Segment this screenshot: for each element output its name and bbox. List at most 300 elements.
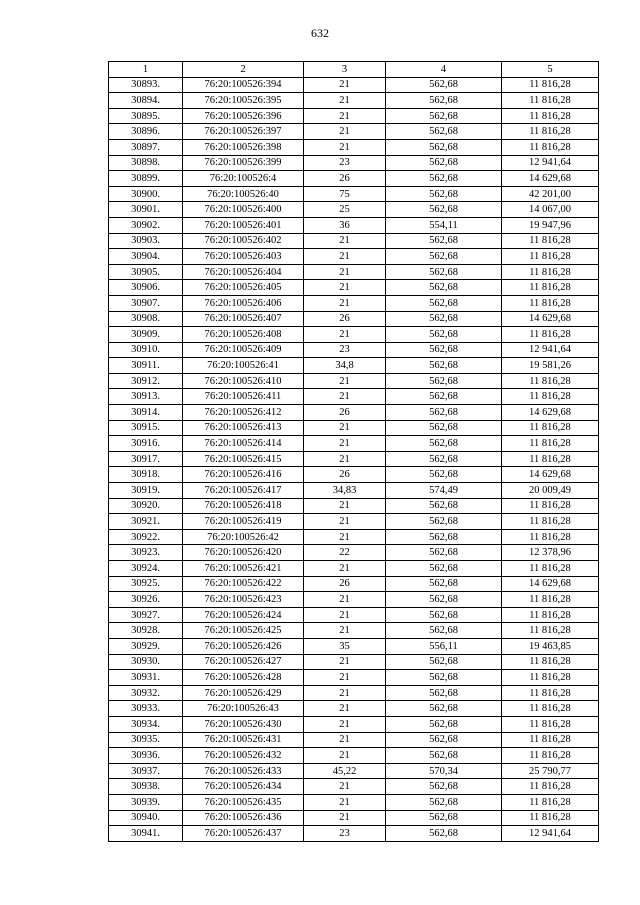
row-number-cell: 30908.	[109, 311, 183, 327]
amount-cell: 14 629,68	[502, 467, 599, 483]
area-cell: 21	[304, 779, 386, 795]
table-row	[109, 405, 599, 421]
rate-cell: 562,68	[386, 342, 502, 358]
cadastral-number-cell: 76:20:100526:408	[183, 327, 304, 343]
amount-cell: 42 201,00	[502, 186, 599, 202]
rate-cell: 556,11	[386, 638, 502, 654]
amount-cell: 12 941,64	[502, 155, 599, 171]
amount-cell: 11 816,28	[502, 716, 599, 732]
area-cell: 21	[304, 654, 386, 670]
area-cell: 21	[304, 561, 386, 577]
table-row	[109, 701, 599, 717]
rate-cell: 562,68	[386, 436, 502, 452]
area-cell: 26	[304, 405, 386, 421]
amount-cell: 11 816,28	[502, 794, 599, 810]
table-row	[109, 810, 599, 826]
cadastral-number-cell: 76:20:100526:425	[183, 623, 304, 639]
rate-cell: 562,68	[386, 685, 502, 701]
amount-cell: 19 581,26	[502, 358, 599, 374]
cadastral-number-cell: 76:20:100526:40	[183, 186, 304, 202]
area-cell: 26	[304, 467, 386, 483]
rate-cell: 562,68	[386, 592, 502, 608]
amount-cell: 14 629,68	[502, 311, 599, 327]
cadastral-number-cell: 76:20:100526:420	[183, 545, 304, 561]
table-row	[109, 342, 599, 358]
area-cell: 21	[304, 264, 386, 280]
cadastral-number-cell: 76:20:100526:404	[183, 264, 304, 280]
row-number-cell: 30922.	[109, 529, 183, 545]
rate-cell: 562,68	[386, 826, 502, 842]
amount-cell: 11 816,28	[502, 748, 599, 764]
amount-cell: 11 816,28	[502, 561, 599, 577]
row-number-cell: 30930.	[109, 654, 183, 670]
amount-cell: 11 816,28	[502, 732, 599, 748]
amount-cell: 11 816,28	[502, 592, 599, 608]
table-row	[109, 623, 599, 639]
row-number-cell: 30920.	[109, 498, 183, 514]
table-row	[109, 483, 599, 499]
cadastral-number-cell: 76:20:100526:395	[183, 93, 304, 109]
cadastral-number-cell: 76:20:100526:429	[183, 685, 304, 701]
amount-cell: 14 629,68	[502, 405, 599, 421]
area-cell: 21	[304, 327, 386, 343]
amount-cell: 11 816,28	[502, 779, 599, 795]
amount-cell: 11 816,28	[502, 436, 599, 452]
area-cell: 26	[304, 311, 386, 327]
table-row	[109, 436, 599, 452]
table-row	[109, 732, 599, 748]
rate-cell: 562,68	[386, 748, 502, 764]
amount-cell: 11 816,28	[502, 93, 599, 109]
area-cell: 26	[304, 576, 386, 592]
amount-cell: 11 816,28	[502, 264, 599, 280]
amount-cell: 11 816,28	[502, 623, 599, 639]
area-cell: 21	[304, 108, 386, 124]
row-number-cell: 30901.	[109, 202, 183, 218]
amount-cell: 14 629,68	[502, 576, 599, 592]
table-row	[109, 124, 599, 140]
amount-cell: 20 009,49	[502, 483, 599, 499]
cadastral-number-cell: 76:20:100526:401	[183, 217, 304, 233]
area-cell: 21	[304, 451, 386, 467]
rate-cell: 562,68	[386, 249, 502, 265]
area-cell: 21	[304, 280, 386, 296]
area-cell: 21	[304, 389, 386, 405]
cadastral-number-cell: 76:20:100526:407	[183, 311, 304, 327]
cadastral-number-cell: 76:20:100526:413	[183, 420, 304, 436]
rate-cell: 562,68	[386, 514, 502, 530]
table-row	[109, 763, 599, 779]
row-number-cell: 30896.	[109, 124, 183, 140]
table-row	[109, 498, 599, 514]
amount-cell: 14 629,68	[502, 171, 599, 187]
rate-cell: 562,68	[386, 405, 502, 421]
cadastral-number-cell: 76:20:100526:400	[183, 202, 304, 218]
row-number-cell: 30941.	[109, 826, 183, 842]
table-row	[109, 467, 599, 483]
area-cell: 26	[304, 171, 386, 187]
amount-cell: 11 816,28	[502, 77, 599, 93]
header-row	[109, 62, 599, 78]
amount-cell: 11 816,28	[502, 810, 599, 826]
rate-cell: 562,68	[386, 670, 502, 686]
row-number-cell: 30926.	[109, 592, 183, 608]
rate-cell: 562,68	[386, 124, 502, 140]
cadastral-number-cell: 76:20:100526:397	[183, 124, 304, 140]
row-number-cell: 30936.	[109, 748, 183, 764]
cadastral-number-cell: 76:20:100526:402	[183, 233, 304, 249]
cadastral-number-cell: 76:20:100526:424	[183, 607, 304, 623]
area-cell: 21	[304, 139, 386, 155]
row-number-cell: 30940.	[109, 810, 183, 826]
row-number-cell: 30918.	[109, 467, 183, 483]
area-cell: 21	[304, 607, 386, 623]
cadastral-number-cell: 76:20:100526:419	[183, 514, 304, 530]
row-number-cell: 30932.	[109, 685, 183, 701]
rate-cell: 562,68	[386, 701, 502, 717]
amount-cell: 19 947,96	[502, 217, 599, 233]
row-number-cell: 30923.	[109, 545, 183, 561]
amount-cell: 11 816,28	[502, 420, 599, 436]
cadastral-number-cell: 76:20:100526:423	[183, 592, 304, 608]
amount-cell: 12 378,96	[502, 545, 599, 561]
amount-cell: 14 067,00	[502, 202, 599, 218]
cadastral-number-cell: 76:20:100526:405	[183, 280, 304, 296]
area-cell: 25	[304, 202, 386, 218]
cadastral-number-cell: 76:20:100526:418	[183, 498, 304, 514]
area-cell: 21	[304, 685, 386, 701]
cadastral-number-cell: 76:20:100526:436	[183, 810, 304, 826]
cadastral-number-cell: 76:20:100526:403	[183, 249, 304, 265]
column-header-3: 3	[304, 62, 386, 78]
row-number-cell: 30927.	[109, 607, 183, 623]
rate-cell: 562,68	[386, 576, 502, 592]
cadastral-number-cell: 76:20:100526:410	[183, 373, 304, 389]
area-cell: 34,8	[304, 358, 386, 374]
rate-cell: 562,68	[386, 139, 502, 155]
area-cell: 21	[304, 93, 386, 109]
rate-cell: 562,68	[386, 545, 502, 561]
rate-cell: 562,68	[386, 810, 502, 826]
row-number-cell: 30916.	[109, 436, 183, 452]
table-row	[109, 451, 599, 467]
amount-cell: 11 816,28	[502, 607, 599, 623]
area-cell: 21	[304, 436, 386, 452]
cadastral-number-cell: 76:20:100526:42	[183, 529, 304, 545]
table-row	[109, 670, 599, 686]
amount-cell: 11 816,28	[502, 514, 599, 530]
table-row	[109, 779, 599, 795]
table-row	[109, 249, 599, 265]
amount-cell: 11 816,28	[502, 295, 599, 311]
area-cell: 21	[304, 716, 386, 732]
row-number-cell: 30903.	[109, 233, 183, 249]
area-cell: 21	[304, 623, 386, 639]
table-row	[109, 311, 599, 327]
row-number-cell: 30919.	[109, 483, 183, 499]
table-row	[109, 716, 599, 732]
row-number-cell: 30934.	[109, 716, 183, 732]
table-row	[109, 607, 599, 623]
amount-cell: 11 816,28	[502, 233, 599, 249]
cadastral-number-cell: 76:20:100526:430	[183, 716, 304, 732]
row-number-cell: 30905.	[109, 264, 183, 280]
row-number-cell: 30914.	[109, 405, 183, 421]
table-row	[109, 155, 599, 171]
cadastral-number-cell: 76:20:100526:417	[183, 483, 304, 499]
rate-cell: 570,34	[386, 763, 502, 779]
row-number-cell: 30904.	[109, 249, 183, 265]
table-row	[109, 93, 599, 109]
table-row	[109, 545, 599, 561]
amount-cell: 19 463,85	[502, 638, 599, 654]
column-header-1: 1	[109, 62, 183, 78]
area-cell: 21	[304, 514, 386, 530]
cadastral-number-cell: 76:20:100526:396	[183, 108, 304, 124]
row-number-cell: 30909.	[109, 327, 183, 343]
table-row	[109, 108, 599, 124]
table-row	[109, 514, 599, 530]
cadastral-number-cell: 76:20:100526:416	[183, 467, 304, 483]
area-cell: 21	[304, 233, 386, 249]
table-row	[109, 826, 599, 842]
row-number-cell: 30921.	[109, 514, 183, 530]
table-row	[109, 638, 599, 654]
amount-cell: 11 816,28	[502, 139, 599, 155]
rate-cell: 562,68	[386, 233, 502, 249]
table-row	[109, 217, 599, 233]
page-number: 632	[311, 26, 329, 40]
table-row	[109, 233, 599, 249]
area-cell: 21	[304, 77, 386, 93]
rate-cell: 562,68	[386, 77, 502, 93]
area-cell: 21	[304, 810, 386, 826]
row-number-cell: 30897.	[109, 139, 183, 155]
rate-cell: 562,68	[386, 561, 502, 577]
row-number-cell: 30894.	[109, 93, 183, 109]
row-number-cell: 30937.	[109, 763, 183, 779]
row-number-cell: 30928.	[109, 623, 183, 639]
rate-cell: 562,68	[386, 358, 502, 374]
rate-cell: 562,68	[386, 467, 502, 483]
row-number-cell: 30933.	[109, 701, 183, 717]
column-header-4: 4	[386, 62, 502, 78]
area-cell: 21	[304, 249, 386, 265]
amount-cell: 12 941,64	[502, 826, 599, 842]
area-cell: 21	[304, 529, 386, 545]
row-number-cell: 30925.	[109, 576, 183, 592]
cadastral-number-cell: 76:20:100526:41	[183, 358, 304, 374]
rate-cell: 562,68	[386, 295, 502, 311]
amount-cell: 12 941,64	[502, 342, 599, 358]
rate-cell: 562,68	[386, 779, 502, 795]
table-row	[109, 280, 599, 296]
area-cell: 23	[304, 342, 386, 358]
table-row	[109, 389, 599, 405]
amount-cell: 11 816,28	[502, 670, 599, 686]
amount-cell: 25 790,77	[502, 763, 599, 779]
area-cell: 23	[304, 155, 386, 171]
rate-cell: 562,68	[386, 607, 502, 623]
table-row	[109, 654, 599, 670]
area-cell: 21	[304, 295, 386, 311]
rate-cell: 562,68	[386, 623, 502, 639]
area-cell: 21	[304, 732, 386, 748]
rate-cell: 562,68	[386, 732, 502, 748]
table-row	[109, 264, 599, 280]
rate-cell: 562,68	[386, 389, 502, 405]
area-cell: 75	[304, 186, 386, 202]
area-cell: 36	[304, 217, 386, 233]
amount-cell: 11 816,28	[502, 124, 599, 140]
cadastral-number-cell: 76:20:100526:422	[183, 576, 304, 592]
amount-cell: 11 816,28	[502, 701, 599, 717]
area-cell: 21	[304, 701, 386, 717]
cadastral-number-cell: 76:20:100526:43	[183, 701, 304, 717]
rate-cell: 554,11	[386, 217, 502, 233]
row-number-cell: 30911.	[109, 358, 183, 374]
rate-cell: 562,68	[386, 186, 502, 202]
row-number-cell: 30917.	[109, 451, 183, 467]
amount-cell: 11 816,28	[502, 327, 599, 343]
cadastral-number-cell: 76:20:100526:415	[183, 451, 304, 467]
cadastral-number-cell: 76:20:100526:421	[183, 561, 304, 577]
rate-cell: 562,68	[386, 498, 502, 514]
row-number-cell: 30895.	[109, 108, 183, 124]
amount-cell: 11 816,28	[502, 373, 599, 389]
rate-cell: 562,68	[386, 420, 502, 436]
row-number-cell: 30915.	[109, 420, 183, 436]
row-number-cell: 30935.	[109, 732, 183, 748]
rate-cell: 562,68	[386, 451, 502, 467]
rate-cell: 562,68	[386, 716, 502, 732]
rate-cell: 562,68	[386, 529, 502, 545]
cadastral-number-cell: 76:20:100526:435	[183, 794, 304, 810]
rate-cell: 562,68	[386, 794, 502, 810]
table-row	[109, 186, 599, 202]
area-cell: 21	[304, 420, 386, 436]
row-number-cell: 30906.	[109, 280, 183, 296]
rate-cell: 562,68	[386, 280, 502, 296]
cadastral-number-cell: 76:20:100526:437	[183, 826, 304, 842]
column-header-5: 5	[502, 62, 599, 78]
table-row	[109, 358, 599, 374]
amount-cell: 11 816,28	[502, 280, 599, 296]
table-row	[109, 592, 599, 608]
table-row	[109, 295, 599, 311]
row-number-cell: 30893.	[109, 77, 183, 93]
table-row	[109, 685, 599, 701]
amount-cell: 11 816,28	[502, 654, 599, 670]
area-cell: 21	[304, 592, 386, 608]
cadastral-number-cell: 76:20:100526:4	[183, 171, 304, 187]
area-cell: 35	[304, 638, 386, 654]
area-cell: 21	[304, 670, 386, 686]
area-cell: 21	[304, 748, 386, 764]
table-row	[109, 420, 599, 436]
table-row	[109, 576, 599, 592]
rate-cell: 562,68	[386, 264, 502, 280]
cadastral-number-cell: 76:20:100526:409	[183, 342, 304, 358]
table-row	[109, 529, 599, 545]
cadastral-number-cell: 76:20:100526:412	[183, 405, 304, 421]
area-cell: 21	[304, 124, 386, 140]
cadastral-number-cell: 76:20:100526:398	[183, 139, 304, 155]
rate-cell: 562,68	[386, 108, 502, 124]
row-number-cell: 30898.	[109, 155, 183, 171]
row-number-cell: 30924.	[109, 561, 183, 577]
rate-cell: 562,68	[386, 373, 502, 389]
cadastral-number-cell: 76:20:100526:414	[183, 436, 304, 452]
row-number-cell: 30913.	[109, 389, 183, 405]
column-header-2: 2	[183, 62, 304, 78]
cadastral-number-cell: 76:20:100526:432	[183, 748, 304, 764]
rate-cell: 562,68	[386, 171, 502, 187]
amount-cell: 11 816,28	[502, 249, 599, 265]
cadastral-number-cell: 76:20:100526:427	[183, 654, 304, 670]
row-number-cell: 30907.	[109, 295, 183, 311]
table-body	[109, 77, 599, 841]
table-row	[109, 561, 599, 577]
area-cell: 21	[304, 498, 386, 514]
area-cell: 34,83	[304, 483, 386, 499]
cadastral-number-cell: 76:20:100526:434	[183, 779, 304, 795]
row-number-cell: 30929.	[109, 638, 183, 654]
rate-cell: 562,68	[386, 93, 502, 109]
row-number-cell: 30899.	[109, 171, 183, 187]
table-row	[109, 77, 599, 93]
table-row	[109, 327, 599, 343]
cadastral-number-cell: 76:20:100526:433	[183, 763, 304, 779]
cadastral-number-cell: 76:20:100526:411	[183, 389, 304, 405]
cadastral-number-cell: 76:20:100526:394	[183, 77, 304, 93]
cadastral-number-cell: 76:20:100526:428	[183, 670, 304, 686]
amount-cell: 11 816,28	[502, 451, 599, 467]
rate-cell: 574,49	[386, 483, 502, 499]
table-row	[109, 139, 599, 155]
amount-cell: 11 816,28	[502, 529, 599, 545]
amount-cell: 11 816,28	[502, 389, 599, 405]
table-row	[109, 202, 599, 218]
row-number-cell: 30902.	[109, 217, 183, 233]
registry-table	[108, 61, 599, 842]
rate-cell: 562,68	[386, 202, 502, 218]
cadastral-number-cell: 76:20:100526:426	[183, 638, 304, 654]
table-row	[109, 748, 599, 764]
table-row	[109, 171, 599, 187]
row-number-cell: 30938.	[109, 779, 183, 795]
rate-cell: 562,68	[386, 654, 502, 670]
row-number-cell: 30939.	[109, 794, 183, 810]
table-row	[109, 373, 599, 389]
area-cell: 21	[304, 373, 386, 389]
amount-cell: 11 816,28	[502, 685, 599, 701]
amount-cell: 11 816,28	[502, 108, 599, 124]
area-cell: 23	[304, 826, 386, 842]
rate-cell: 562,68	[386, 327, 502, 343]
area-cell: 21	[304, 794, 386, 810]
row-number-cell: 30910.	[109, 342, 183, 358]
row-number-cell: 30912.	[109, 373, 183, 389]
row-number-cell: 30900.	[109, 186, 183, 202]
cadastral-number-cell: 76:20:100526:431	[183, 732, 304, 748]
cadastral-number-cell: 76:20:100526:406	[183, 295, 304, 311]
table-row	[109, 794, 599, 810]
row-number-cell: 30931.	[109, 670, 183, 686]
rate-cell: 562,68	[386, 155, 502, 171]
area-cell: 22	[304, 545, 386, 561]
area-cell: 45,22	[304, 763, 386, 779]
